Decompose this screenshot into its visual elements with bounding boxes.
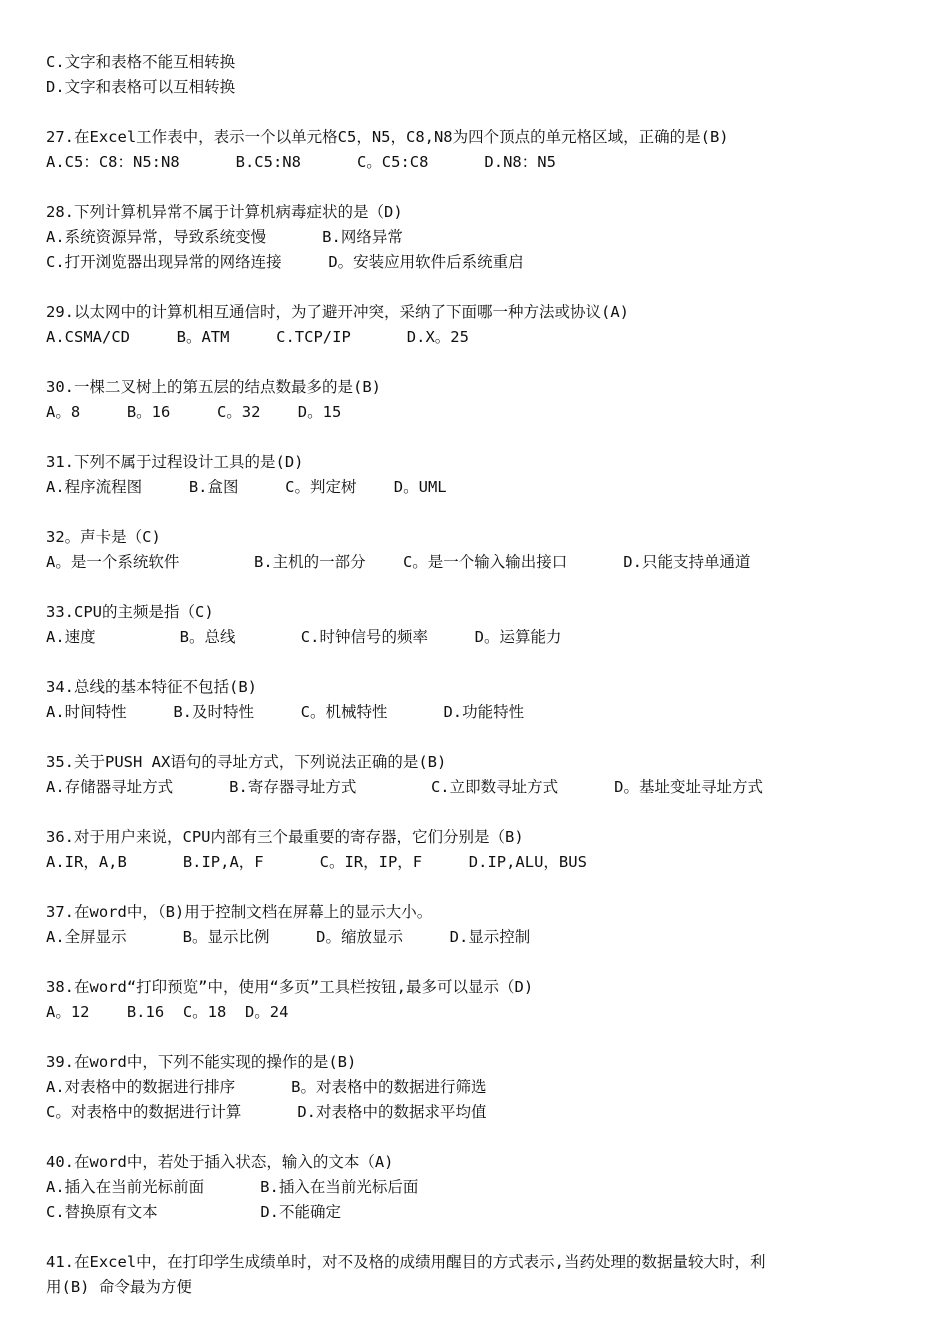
options-35: A.存储器寻址方式 B.寄存器寻址方式 C.立即数寻址方式 D。基址变址寻址方式	[46, 778, 763, 796]
options-36: A.IR，A,B B.IP,A，F C。IR，IP，F D.IP,ALU，BUS	[46, 853, 587, 871]
options-28: A.系统资源异常，导致系统变慢 B.网络异常	[46, 228, 403, 246]
question-27: 27.在Excel工作表中，表示一个以单元格C5，N5，C8,N8为四个顶点的单元格区域，正确的是(B)	[46, 128, 729, 146]
spacer	[46, 800, 916, 825]
options-34: A.时间特性 B.及时特性 C。机械特性 D.功能特性	[46, 703, 525, 721]
question-41-continued: 用(B) 命令最为方便	[46, 1278, 192, 1296]
question-32: 32。声卡是（C)	[46, 528, 161, 546]
spacer	[46, 725, 916, 750]
options-33: A.速度 B。总线 C.时钟信号的频率 D。运算能力	[46, 628, 562, 646]
question-39: 39.在word中，下列不能实现的操作的是(B)	[46, 1053, 357, 1071]
spacer	[46, 425, 916, 450]
spacer	[46, 575, 916, 600]
options-27: A.C5：C8：N5:N8 B.C5:N8 C。C5:C8 D.N8：N5	[46, 153, 556, 171]
spacer	[46, 175, 916, 200]
spacer	[46, 1025, 916, 1050]
options-31: A.程序流程图 B.盒图 C。判定树 D。UML	[46, 478, 447, 496]
options-29: A.CSMA/CD B。ATM C.TCP/IP D.X。25	[46, 328, 469, 346]
spacer	[46, 1125, 916, 1150]
options-30: A。8 B。16 C。32 D。15	[46, 403, 342, 421]
question-40: 40.在word中，若处于插入状态，输入的文本（A)	[46, 1153, 394, 1171]
spacer	[46, 950, 916, 975]
options-40: A.插入在当前光标前面 B.插入在当前光标后面	[46, 1178, 419, 1196]
spacer	[46, 350, 916, 375]
question-35: 35.关于PUSH AX语句的寻址方式，下列说法正确的是(B)	[46, 753, 447, 771]
option-line: D.文字和表格可以互相转换	[46, 78, 236, 96]
options-40: C.替换原有文本 D.不能确定	[46, 1203, 341, 1221]
question-37: 37.在word中，（B)用于控制文档在屏幕上的显示大小。	[46, 903, 433, 921]
question-30: 30.一棵二叉树上的第五层的结点数最多的是(B)	[46, 378, 381, 396]
question-34: 34.总线的基本特征不包括(B)	[46, 678, 257, 696]
question-29: 29.以太网中的计算机相互通信时，为了避开冲突，采纳了下面哪一种方法或协议(A)	[46, 303, 629, 321]
spacer	[46, 875, 916, 900]
spacer	[46, 100, 916, 125]
question-38: 38.在word“打印预览”中，使用“多页”工具栏按钮,最多可以显示（D)	[46, 978, 534, 996]
spacer	[46, 275, 916, 300]
question-36: 36.对于用户来说，CPU内部有三个最重要的寄存器，它们分别是（B)	[46, 828, 524, 846]
options-38: A。12 B.16 C。18 D。24	[46, 1003, 289, 1021]
question-41: 41.在Excel中，在打印学生成绩单时，对不及格的成绩用醒目的方式表示,当药处理的数据量较大时，利	[46, 1253, 766, 1271]
spacer	[46, 650, 916, 675]
spacer	[46, 500, 916, 525]
options-39: C。对表格中的数据进行计算 D.对表格中的数据求平均值	[46, 1103, 487, 1121]
question-28: 28.下列计算机异常不属于计算机病毒症状的是（D)	[46, 203, 403, 221]
question-31: 31.下列不属于过程设计工具的是(D)	[46, 453, 304, 471]
question-33: 33.CPU的主频是指（C)	[46, 603, 214, 621]
spacer	[46, 1225, 916, 1250]
options-32: A。是一个系统软件 B.主机的一部分 C。是一个输入输出接口 D.只能支持单通道	[46, 553, 751, 571]
options-39: A.对表格中的数据进行排序 B。对表格中的数据进行筛选	[46, 1078, 487, 1096]
option-line: C.文字和表格不能互相转换	[46, 53, 236, 71]
document-page	[46, 50, 916, 1300]
options-28: C.打开浏览器出现异常的网络连接 D。安装应用软件后系统重启	[46, 253, 524, 271]
options-37: A.全屏显示 B。显示比例 D。缩放显示 D.显示控制	[46, 928, 531, 946]
